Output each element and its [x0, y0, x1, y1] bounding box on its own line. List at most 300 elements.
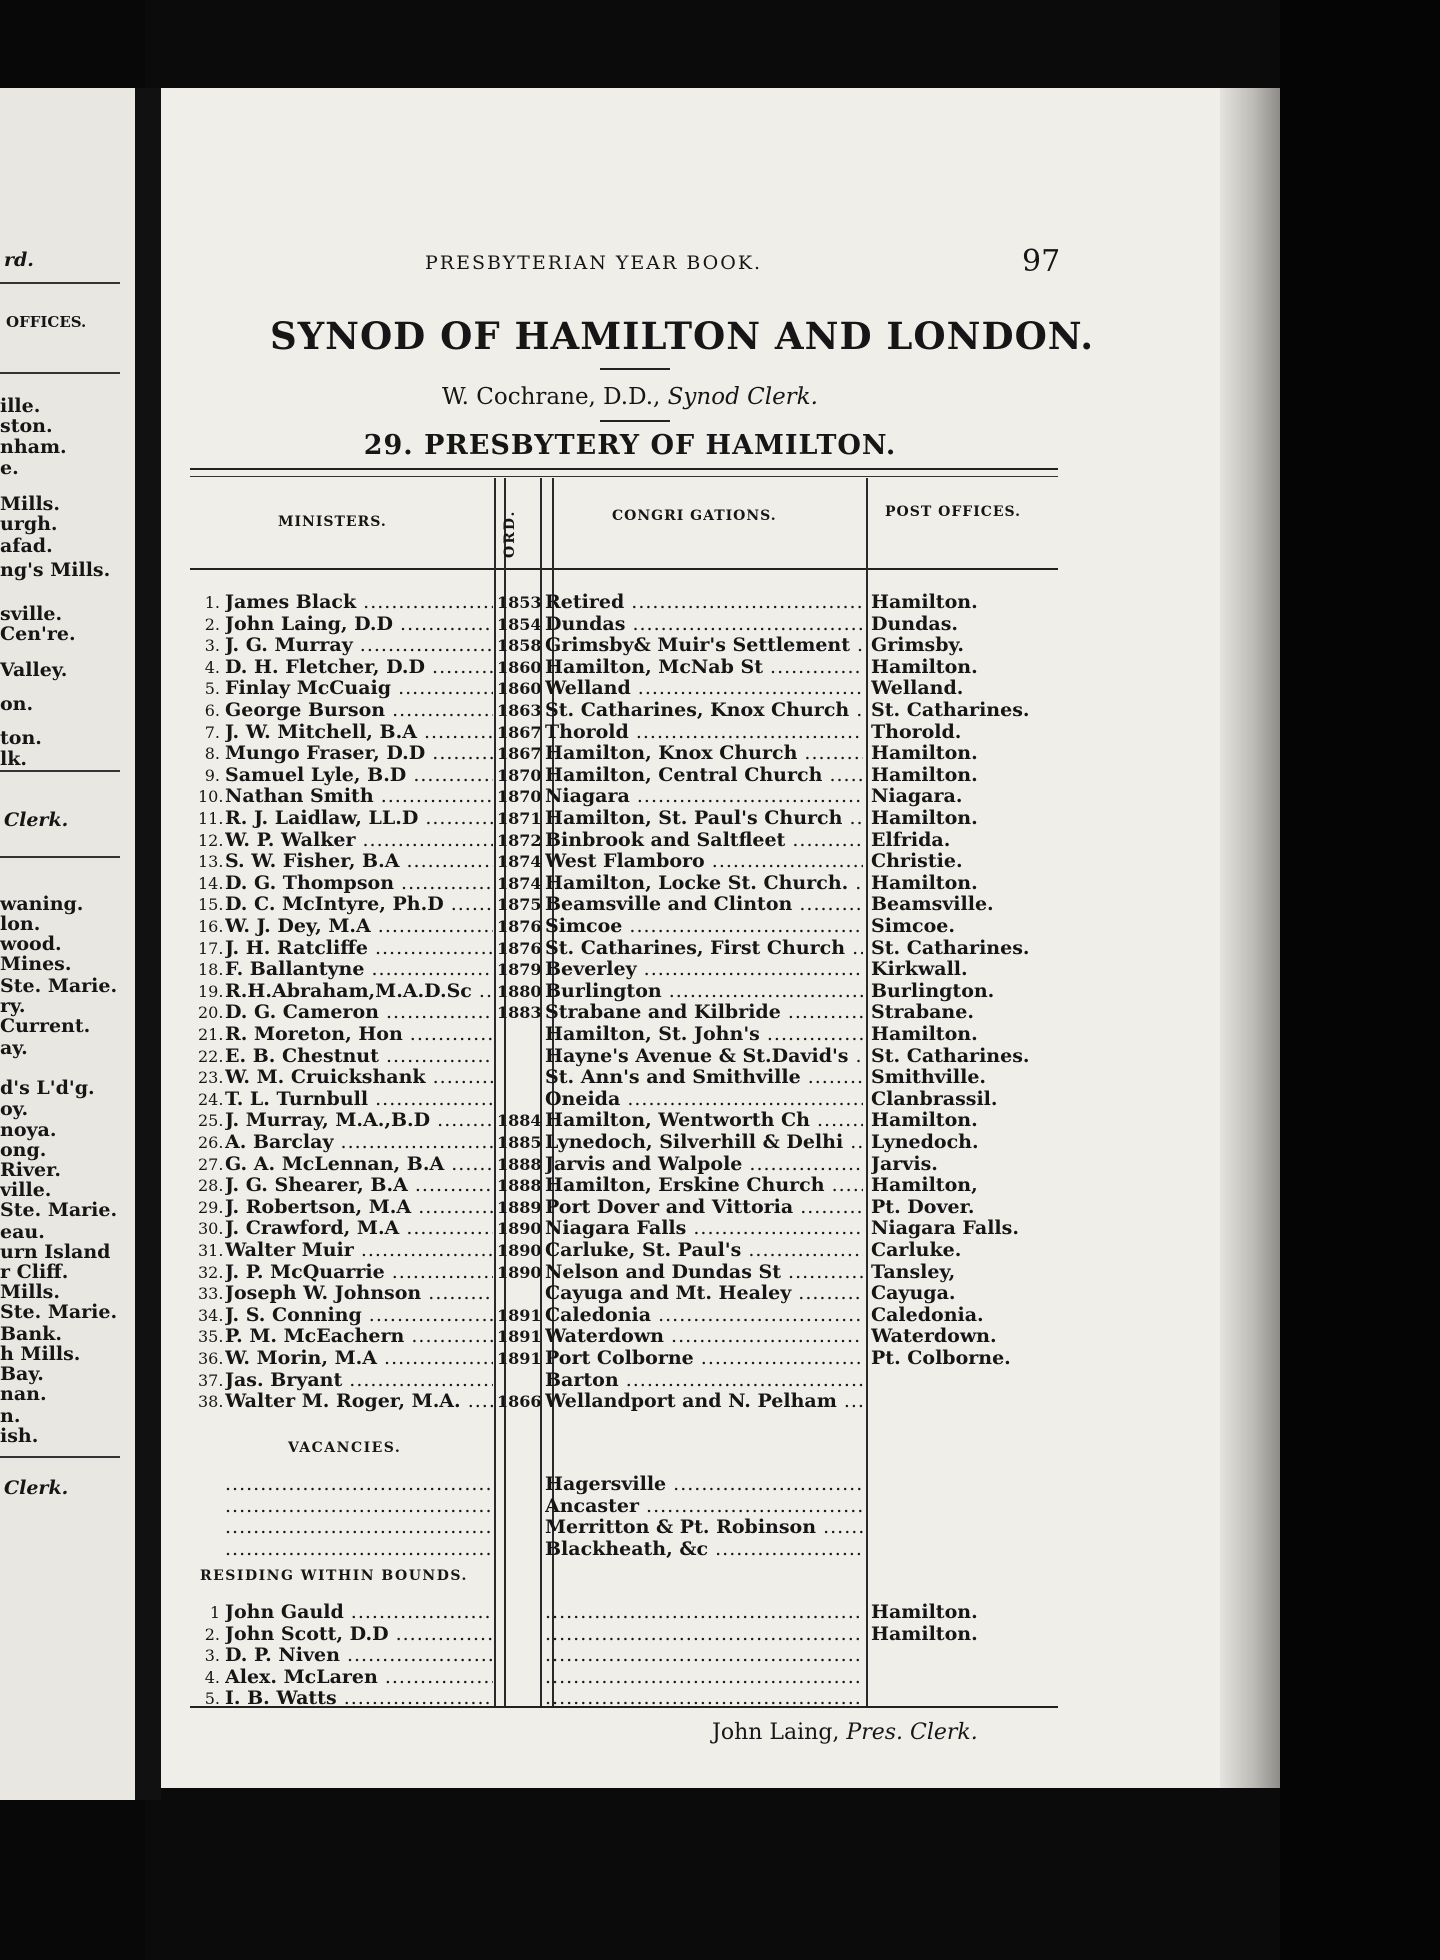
ordination-year: 1885: [497, 1133, 542, 1152]
post-office: Grimsby.: [871, 635, 965, 657]
residing-blank: [545, 1624, 863, 1645]
facing-page-text: River.: [0, 1159, 62, 1181]
facing-page-text: ry.: [0, 995, 26, 1017]
ordination-year: 1890: [497, 1262, 542, 1282]
vacancy-blank: [225, 1517, 493, 1538]
ordination-year: 1854: [497, 614, 542, 634]
facing-page-rule: [0, 282, 120, 284]
vacancy-blank: [225, 1539, 493, 1560]
minister-row: [0, 614, 1440, 635]
minister-number: 33.: [198, 1284, 224, 1304]
minister-row: [0, 743, 1440, 764]
presbytery-clerk: [712, 1720, 978, 1745]
residing-heading: RESIDING WITHIN BOUNDS.: [200, 1568, 468, 1584]
ordination-year: 1871: [497, 809, 542, 828]
minister-name: R. Moreton, Hon .....: [225, 1024, 493, 1045]
vacant-congregation: Hagersville .....: [545, 1474, 863, 1495]
vacant-congregation: Ancaster .....: [545, 1496, 863, 1517]
ordination-year: 1853: [497, 593, 542, 612]
facing-page-text: rd.: [4, 249, 34, 271]
ordination-year: 1858: [497, 636, 542, 656]
facing-page-text: Mines.: [0, 953, 72, 975]
minister-number: 35.: [198, 1327, 224, 1347]
minister-row: [0, 1240, 1440, 1261]
facing-page-text: Current.: [0, 1015, 91, 1037]
minister-number: 27.: [198, 1154, 224, 1174]
minister-number: 10.: [198, 787, 224, 807]
post-office: Thorold.: [871, 721, 962, 743]
ordination-year: 1884: [497, 1111, 542, 1131]
minister-row: [0, 1391, 1440, 1412]
facing-page-rule: [0, 1456, 120, 1458]
facing-page-text: eau.: [0, 1221, 45, 1243]
post-office: Welland.: [871, 678, 964, 700]
facing-page-text: Mills.: [0, 1281, 60, 1303]
ordination-year: 1874: [497, 852, 542, 872]
congregation: St. Ann's and Smithville .....: [545, 1067, 863, 1088]
residing-name: John Scott, D.D .....: [225, 1624, 493, 1645]
congregation: Port Dover and Vittoria .....: [545, 1197, 863, 1218]
minister-name: J. W. Mitchell, B.A .....: [225, 722, 493, 743]
minister-row: [0, 635, 1440, 656]
synod-clerk-name: W. Cochrane, D.D.,: [442, 384, 661, 410]
minister-number: 15.: [198, 895, 224, 915]
post-office: Dundas.: [871, 613, 959, 635]
post-office: St. Catharines.: [871, 937, 1030, 959]
minister-name: Joseph W. Johnson .....: [225, 1283, 493, 1304]
ordination-year: 1875: [497, 895, 542, 915]
congregation: Oneida .....: [545, 1089, 863, 1110]
post-office: Elfrida.: [871, 829, 951, 851]
ordination-year: 1880: [497, 981, 542, 1001]
minister-row: [0, 913, 1440, 937]
minister-number: 28.: [198, 1176, 224, 1196]
congregation: Strabane and Kilbride .....: [545, 1002, 863, 1023]
post-office: Jarvis.: [871, 1153, 938, 1175]
minister-number: 6.: [204, 701, 220, 720]
residing-name: I. B. Watts .....: [225, 1688, 493, 1709]
minister-row: [0, 959, 1440, 980]
col-header-congregations: CONGRI GATIONS.: [612, 508, 777, 524]
minister-number: 37.: [198, 1370, 224, 1390]
minister-number: 14.: [198, 873, 224, 893]
congregation: Wellandport and N. Pelham .....: [545, 1391, 863, 1412]
post-office: Niagara.: [871, 786, 963, 808]
minister-name: Walter M. Roger, M.A. .....: [225, 1391, 493, 1412]
residing-post-office: Hamilton.: [871, 1602, 978, 1623]
congregation: Beverley .....: [545, 959, 863, 980]
minister-row: [0, 873, 1440, 894]
minister-name: G. A. McLennan, B.A .....: [225, 1154, 493, 1175]
minister-name: E. B. Chestnut .....: [225, 1046, 493, 1067]
page-number: 97: [1022, 244, 1061, 279]
ordination-year: 1883: [497, 1003, 542, 1023]
congregation: St. Catharines, First Church .....: [545, 938, 863, 959]
vacancy-blank: [225, 1474, 493, 1495]
post-office: St. Catharines.: [871, 700, 1030, 721]
vacancy-blank: [225, 1496, 493, 1517]
congregation: Simcoe .....: [545, 916, 863, 937]
facing-page-text: ish.: [0, 1425, 39, 1447]
congregation: St. Catharines, Knox Church .....: [545, 700, 863, 721]
congregation: Hamilton, St. John's .....: [545, 1024, 863, 1045]
minister-name: R. J. Laidlaw, LL.D .....: [225, 808, 493, 829]
minister-number: 7.: [204, 722, 220, 742]
minister-name: D. G. Cameron .....: [225, 1002, 493, 1023]
congregation: Hamilton, McNab St .....: [545, 657, 863, 678]
facing-page-text: sville.: [0, 603, 63, 625]
minister-row: [0, 1002, 1440, 1023]
facing-page-text: Bay.: [0, 1363, 44, 1385]
minister-name: D. H. Fletcher, D.D .....: [225, 657, 493, 678]
facing-page-text: lon.: [0, 913, 41, 935]
residing-number: 4.: [204, 1667, 220, 1687]
congregation: Retired .....: [545, 592, 863, 613]
residing-number: 1: [209, 1603, 220, 1622]
minister-number: 20.: [198, 1003, 224, 1023]
minister-number: 16.: [198, 917, 224, 936]
facing-page-text: urgh.: [0, 513, 58, 535]
ordination-year: 1891: [497, 1327, 542, 1347]
post-office: Carluke.: [871, 1240, 962, 1261]
minister-row: [0, 657, 1440, 678]
ordination-year: 1863: [497, 701, 542, 720]
minister-row: [0, 1024, 1440, 1045]
minister-row: [0, 981, 1440, 1002]
residing-name: Alex. McLaren .....: [225, 1667, 493, 1688]
minister-row: [0, 722, 1440, 743]
facing-page-text: OFFICES.: [6, 313, 87, 331]
post-office: Lynedoch.: [871, 1132, 979, 1153]
minister-number: 25.: [198, 1111, 224, 1131]
facing-page-text: Clerk.: [4, 1477, 69, 1499]
facing-page-text: Ste. Marie.: [0, 1199, 118, 1221]
minister-number: 11.: [198, 809, 224, 828]
minister-name: J. P. McQuarrie .....: [225, 1262, 493, 1283]
post-office: Niagara Falls.: [871, 1218, 1019, 1240]
ordination-year: 1870: [497, 765, 542, 785]
facing-page-text: Ste. Marie.: [0, 1301, 118, 1323]
minister-number: 30.: [198, 1219, 224, 1239]
col-header-ministers: MINISTERS.: [278, 514, 387, 530]
minister-number: 32.: [198, 1262, 224, 1282]
congregation: Caledonia .....: [545, 1305, 863, 1326]
congregation: Grimsby& Muir's Settlement .....: [545, 635, 863, 656]
ordination-year: 1876: [497, 917, 542, 936]
post-office: Cayuga.: [871, 1283, 956, 1305]
facing-page-text: nan.: [0, 1383, 47, 1405]
residing-row: [0, 1645, 1440, 1666]
ordination-year: 1879: [497, 960, 542, 980]
congregation: West Flamboro .....: [545, 851, 863, 872]
minister-name: J. G. Murray .....: [225, 635, 493, 656]
congregation: Beamsville and Clinton .....: [545, 894, 863, 915]
residing-number: 2.: [204, 1624, 220, 1644]
minister-row: [0, 700, 1440, 721]
congregation: Dundas .....: [545, 614, 863, 635]
residing-row: [0, 1602, 1440, 1623]
minister-number: 12.: [198, 830, 224, 850]
minister-number: 31.: [198, 1241, 224, 1260]
minister-name: Finlay McCuaig .....: [225, 678, 493, 699]
post-office: Tansley,: [871, 1261, 956, 1283]
congregation: Burlington .....: [545, 981, 863, 1002]
post-office: Beamsville.: [871, 894, 994, 916]
facing-page-text: ay.: [0, 1037, 28, 1059]
synod-clerk: [300, 384, 960, 410]
minister-name: J. Crawford, M.A .....: [225, 1218, 493, 1239]
minister-name: P. M. McEachern .....: [225, 1326, 493, 1347]
facing-page-text: on.: [0, 693, 34, 715]
minister-row: [0, 1067, 1440, 1088]
minister-number: 13.: [198, 852, 224, 872]
minister-number: 34.: [198, 1305, 224, 1325]
minister-number: 8.: [204, 744, 220, 764]
congregation: Niagara .....: [545, 786, 863, 807]
synod-title: SYNOD OF HAMILTON AND LONDON.: [270, 314, 1095, 358]
facing-page-text: r Cliff.: [0, 1261, 69, 1283]
post-office: Simcoe.: [871, 916, 955, 937]
minister-row: [0, 1218, 1440, 1239]
vacancies-heading: VACANCIES.: [288, 1440, 402, 1456]
facing-page-text: ille.: [0, 395, 41, 417]
minister-number: 38.: [198, 1392, 224, 1412]
minister-number: 17.: [198, 938, 224, 958]
minister-row: [0, 765, 1440, 786]
minister-number: 9.: [204, 765, 220, 785]
col-header-ord: ORD.: [502, 509, 518, 558]
residing-blank: [545, 1645, 863, 1666]
minister-number: 24.: [198, 1089, 224, 1109]
minister-name: J. Murray, M.A.,B.D .....: [225, 1110, 493, 1131]
post-office: Hamilton.: [871, 1110, 978, 1132]
facing-page-text: e.: [0, 457, 19, 479]
residing-row: [0, 1667, 1440, 1688]
post-office: Smithville.: [871, 1067, 987, 1089]
ornament-rule: [600, 420, 670, 422]
minister-number: 29.: [198, 1197, 224, 1217]
post-office: Hamilton.: [871, 808, 978, 829]
facing-page-rule: [0, 372, 120, 374]
ordination-year: 1888: [497, 1154, 542, 1174]
header-bottom-rule: [190, 568, 1058, 570]
minister-row: [0, 1132, 1440, 1153]
minister-row: [0, 894, 1440, 915]
ordination-year: 1867: [497, 744, 542, 764]
residing-blank: [545, 1602, 863, 1623]
post-office: St. Catharines.: [871, 1045, 1030, 1067]
minister-name: Walter Muir .....: [225, 1240, 493, 1261]
minister-name: James Black .....: [225, 592, 493, 613]
ordination-year: 1860: [497, 657, 542, 677]
minister-row: [0, 592, 1440, 613]
congregation: Waterdown .....: [545, 1326, 863, 1347]
post-office: Hamilton.: [871, 656, 978, 678]
congregation: Barton .....: [545, 1370, 863, 1391]
ordination-year: 1874: [497, 873, 542, 893]
congregation: Hayne's Avenue & St.David's .....: [545, 1046, 863, 1067]
minister-name: W. M. Cruickshank .....: [225, 1067, 493, 1088]
congregation: Port Colborne .....: [545, 1348, 863, 1369]
minister-name: R.H.Abraham,M.A.D.Sc .....: [225, 981, 493, 1002]
minister-row: [0, 1323, 1440, 1348]
facing-page-text: lk.: [0, 748, 27, 770]
col-header-post-offices: POST OFFICES.: [885, 504, 1022, 520]
congregation: Hamilton, Central Church .....: [545, 765, 863, 786]
minister-row: [0, 1197, 1440, 1218]
residing-blank: [545, 1667, 863, 1688]
facing-page-text: h Mills.: [0, 1343, 81, 1365]
facing-page-text: afad.: [0, 535, 53, 557]
minister-name: T. L. Turnbull .....: [225, 1089, 493, 1110]
ordination-year: 1890: [497, 1241, 542, 1260]
minister-row: [0, 1046, 1440, 1067]
ordination-year: 1866: [497, 1392, 542, 1412]
facing-page-text: nham.: [0, 436, 67, 458]
presbytery-clerk-role: Pres. Clerk.: [846, 1720, 978, 1745]
post-office: Pt. Colborne.: [871, 1348, 1011, 1369]
facing-page-text: ville.: [0, 1179, 52, 1201]
vacancy-row: [0, 1517, 1440, 1538]
facing-page-text: n.: [0, 1405, 21, 1427]
minister-name: F. Ballantyne .....: [225, 959, 493, 980]
facing-page-text: oy.: [0, 1098, 29, 1120]
ordination-year: 1890: [497, 1219, 542, 1239]
facing-page-text: Valley.: [0, 659, 68, 681]
congregation: Hamilton, Erskine Church .....: [545, 1175, 863, 1196]
minister-number: 19.: [198, 981, 224, 1001]
ordination-year: 1876: [497, 938, 542, 958]
congregation: Niagara Falls .....: [545, 1218, 863, 1239]
synod-clerk-role: Synod Clerk.: [667, 384, 818, 410]
facing-page-text: Bank.: [0, 1323, 62, 1345]
congregation: Lynedoch, Silverhill & Delhi .....: [545, 1132, 863, 1153]
congregation: Hamilton, Wentworth Ch .....: [545, 1110, 863, 1131]
minister-name: John Laing, D.D .....: [225, 614, 493, 635]
minister-number: 3.: [204, 636, 220, 656]
minister-row: [0, 938, 1440, 959]
facing-page-text: noya.: [0, 1119, 57, 1141]
minister-name: Mungo Fraser, D.D .....: [225, 743, 493, 764]
post-office: Hamilton.: [871, 743, 978, 765]
minister-number: 36.: [198, 1349, 224, 1368]
minister-number: 5.: [204, 679, 220, 699]
ordination-year: 1867: [497, 722, 542, 742]
presbytery-title: 29. PRESBYTERY OF HAMILTON.: [363, 430, 897, 461]
minister-name: J. H. Ratcliffe .....: [225, 938, 493, 959]
vacancy-row: [0, 1539, 1440, 1560]
minister-name: Samuel Lyle, B.D .....: [225, 765, 493, 786]
congregation: Jarvis and Walpole .....: [545, 1154, 863, 1175]
ordination-year: 1888: [497, 1176, 542, 1196]
post-office: Hamilton,: [871, 1175, 978, 1197]
minister-number: 18.: [198, 960, 224, 980]
minister-row: [0, 1283, 1440, 1304]
minister-name: W. P. Walker .....: [225, 830, 493, 851]
minister-row: [0, 1370, 1440, 1391]
residing-name: D. P. Niven .....: [225, 1645, 493, 1666]
facing-page-text: Cen're.: [0, 623, 76, 645]
ordination-year: 1889: [497, 1197, 542, 1217]
minister-number: 23.: [198, 1068, 224, 1088]
congregation: Hamilton, Locke St. Church. .....: [545, 873, 863, 894]
minister-row: [0, 808, 1440, 829]
minister-name: D. G. Thompson .....: [225, 873, 493, 894]
minister-name: Jas. Bryant .....: [225, 1370, 493, 1391]
post-office: Caledonia.: [871, 1304, 984, 1326]
minister-row: [0, 1089, 1440, 1110]
post-office: Clanbrassil.: [871, 1088, 998, 1110]
minister-name: J. G. Shearer, B.A .....: [225, 1175, 493, 1196]
minister-number: 22.: [198, 1046, 224, 1066]
table-top-rule-thin: [190, 476, 1058, 477]
minister-name: S. W. Fisher, B.A .....: [225, 851, 493, 872]
minister-name: A. Barclay .....: [225, 1132, 493, 1153]
ordination-year: 1860: [497, 679, 542, 699]
post-office: Waterdown.: [871, 1326, 997, 1348]
minister-name: J. S. Conning .....: [225, 1305, 493, 1326]
minister-row: [0, 786, 1440, 807]
minister-number: 26.: [198, 1133, 224, 1152]
facing-page-text: Clerk.: [4, 809, 69, 831]
ordination-year: 1891: [497, 1305, 542, 1325]
minister-number: 21.: [198, 1025, 224, 1044]
facing-page-text: ong.: [0, 1139, 47, 1161]
residing-name: John Gauld .....: [225, 1602, 493, 1623]
vacant-congregation: Blackheath, &c .....: [545, 1539, 863, 1560]
residing-row: [0, 1624, 1440, 1645]
minister-row: [0, 1110, 1440, 1131]
post-office: Hamilton.: [871, 764, 978, 786]
post-office: Strabane.: [871, 1002, 974, 1024]
residing-number: 3.: [204, 1646, 220, 1666]
post-office: Burlington.: [871, 980, 995, 1002]
facing-page-text: Mills.: [0, 493, 60, 515]
congregation: Cayuga and Mt. Healey .....: [545, 1283, 863, 1304]
congregation: Nelson and Dundas St .....: [545, 1262, 863, 1283]
minister-row: [0, 1305, 1440, 1326]
ornament-rule: [600, 368, 670, 370]
ordination-year: 1891: [497, 1349, 542, 1368]
table-top-rule: [190, 468, 1058, 470]
minister-name: J. Robertson, M.A .....: [225, 1197, 493, 1218]
facing-page-text: ston.: [0, 415, 53, 437]
minister-row: [0, 830, 1440, 851]
post-office: Christie.: [871, 851, 963, 873]
post-office: Kirkwall.: [871, 959, 968, 981]
minister-name: Nathan Smith .....: [225, 786, 493, 807]
facing-page-text: ng's Mills.: [0, 559, 111, 581]
facing-page-text: d's L'd'g.: [0, 1077, 95, 1099]
ordination-year: 1870: [497, 787, 542, 807]
congregation: Carluke, St. Paul's .....: [545, 1240, 863, 1261]
vacancy-row: [0, 1496, 1440, 1517]
facing-page-text: Ste. Marie.: [0, 975, 118, 997]
minister-row: [0, 1154, 1440, 1175]
vacant-congregation: Merritton & Pt. Robinson .....: [545, 1517, 863, 1538]
minister-row: [0, 851, 1440, 872]
minister-name: W. J. Dey, M.A .....: [225, 916, 493, 937]
residing-post-office: Hamilton.: [871, 1623, 978, 1645]
post-office: Pt. Dover.: [871, 1196, 975, 1218]
residing-row: [0, 1688, 1440, 1709]
post-office: Hamilton.: [871, 872, 978, 894]
post-office: Hamilton.: [871, 1024, 978, 1045]
minister-row: [0, 1175, 1440, 1196]
congregation: Hamilton, Knox Church .....: [545, 743, 863, 764]
minister-name: D. C. McIntyre, Ph.D .....: [225, 894, 493, 915]
facing-page-text: urn Island: [0, 1241, 111, 1263]
